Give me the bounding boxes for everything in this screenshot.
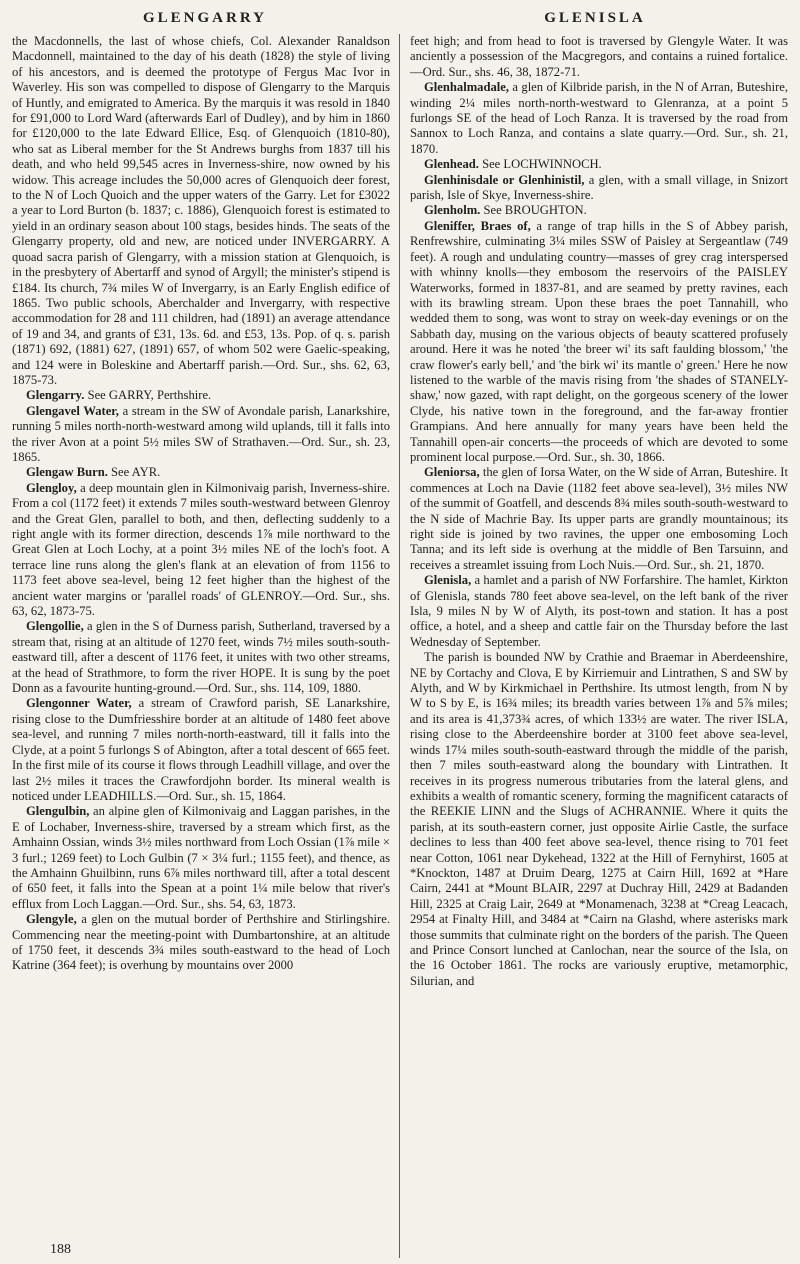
entry-term: Glengloy, [26, 480, 77, 495]
entry-term: Glengyle, [26, 912, 77, 927]
entry-paragraph [12, 34, 390, 388]
entry-term: Glenhinisdale or Glenhinistil, [424, 172, 585, 187]
entry-text: the glen of Iorsa Water, on the W side of Arran, Buteshire. It commences at Loch na Davie (1182 feet above sea-level), 3½ miles NW of the summit of Goatfell, and descends 8¾ miles south-south-westward to the N side of Machrie Bay. Its upper parts are grandly mountainous; its right side is joined by two ravines, the upper one embosoming Loch Tanna; and its left side is overhung at the middle of Ben Tarsuinn, and receives a streamlet issuing from Loch Nuis.—Ord. Sur., sh. 21, 1870. [410, 465, 788, 572]
entry-text: See AYR. [107, 465, 161, 480]
entry-text: See LOCHWINNOCH. [478, 157, 602, 172]
entry-text: the Macdonnells, the last of whose chiefs, Col. Alexander Ranaldson Macdonnell, maintained to the day of his death (1828) the style of living of his ancestors, and is deemed the prototype of Fergus Mac Ivor in Waverley. His son was compelled to dispose of Glengarry to the Marquis of Huntly, and emigrated to America. By the marquis it was resold in 1840 for £91,000 to Lord Ward (afterwards Earl of Dudley), and by him in 1860 for £120,000 to the late Edward Ellice, Esq. of Glenquoich (1810-80), who sat as Liberal member for the St Andrews burghs from 1837 till his death, and who held 99,545 acres in Inverness-shire, now owned by his widow. This acreage includes the 50,000 acres of Glenquoich deer forest, to the N of Loch Quoich and the upper waters of the Garry. Let for £3022 a year to Lord Burton (b. 1837; c. 1886), Glenquoich forest is estimated to yield in an ordinary season about 100 stags, besides hinds. The seats of the Glengarry property, old and new, are noticed under INVERGARRY. A quoad sacra parish of Glengarry, with a mission station at Glenquoich, is in the presbytery of Abertarff and synod of Argyll; the minister's stipend is £184. Its church, 7¾ miles W of Invergarry, is an Early English edifice of 1865. Two public schools, Aberchalder and Invergarry, with respective accommodation for 28 and 111 children, had (1891) an average attendance of 19 and 34, and grants of £31, 13s. 6d. and £53, 13s. Pop. of q. s. parish (1871) 692, (1881) 627, (1891) 657, of whom 502 were Gaelic-speaking, and 124 were in Boleskine and Abertarff parish.—Ord. Sur., shs. 62, 63, 1875-73. [12, 34, 390, 387]
entry-text: a glen on the mutual border of Perthshire and Stirlingshire. Commencing near the meeting-point with Dumbartonshire, at an altitude of 1750 feet, it descends 3¾ miles south-eastward to the head of Loch Katrine (364 feet); is overhung by mountains over 2000 [12, 912, 390, 973]
entry-term: Glenhead. [424, 157, 479, 172]
entry-text: a stream of Crawford parish, SE Lanarkshire, rising close to the Dumfriesshire border at an altitude of 1480 feet above sea-level, and running 7 miles north-north-eastward, till it falls into the Clyde, at a point 5 furlongs S of Abington, after a total descent of 665 feet. In the first mile of its course it flows through Leadhill village, and over the last 2½ miles it traces the Crawfordjohn border. Its mineral wealth is noticed under LEADHILLS.—Ord. Sur., sh. 15, 1864. [12, 696, 390, 803]
entry-term: Glengollie, [26, 619, 84, 634]
entry-paragraph [12, 619, 390, 696]
entry-text: a glen, with a small village, in Snizort parish, Isle of Skye, Inverness-shire. [410, 172, 788, 203]
entry-paragraph [12, 804, 390, 912]
entry-text: a glen in the S of Durness parish, Sutherland, traversed by a stream that, rising at an altitude of 1270 feet, winds 7½ miles south-south-eastward till, after a descent of 1176 feet, it unites with two other streams, at the head of Strathmore, to form the river HOPE. It is sung by the poet Donn as a favourite hunting-ground.—Ord. Sur., shs. 114, 109, 1880. [12, 619, 390, 696]
entry-term: Glengaw Burn. [26, 465, 108, 480]
entry-paragraph [410, 34, 788, 80]
entry-paragraph [410, 203, 788, 218]
page-number: 188 [50, 1242, 71, 1257]
entry-term: Gleniorsa, [424, 465, 480, 480]
entry-paragraph [410, 650, 788, 989]
entry-paragraph [12, 481, 390, 620]
running-head-right: GLENISLA [544, 10, 646, 26]
entry-text: an alpine glen of Kilmonivaig and Laggan parishes, in the E of Lochaber, Inverness-shire, traversed by a stream which first, as the Amhainn Ossian, winds 3½ miles northward from Loch Ossian (1⅞ mile × 3 furl.; 1269 feet) to Loch Gulbin (7 × 3¼ furl.; 1155 feet), and thence, as the Amhainn Ghuilbinn, runs 6⅞ miles northward till, after a total descent of 650 feet, it falls into the Spean at a point 1¼ mile below that river's efflux from Loch Laggan.—Ord. Sur., shs. 54, 63, 1873. [12, 804, 390, 911]
entry-paragraph [410, 157, 788, 172]
entry-text: See GARRY, Perthshire. [84, 388, 212, 403]
running-heads [10, 6, 790, 34]
entry-text: The parish is bounded NW by Crathie and Braemar in Aberdeenshire, NE by Cortachy and Clova, E by Kirriemuir and Lintrathen, S and SW by Alyth, and W by Kirkmichael in Perthshire. Its utmost length, from N by W to S by E, is 16¾ miles; its breadth varies between 1⅞ and 5⅞ miles; and its area is 41,373¾ acres, of which 133½ are water. The river ISLA, rising close to the Aberdeenshire border at 3100 feet above sea-level, winds 17¼ miles south-south-eastward through the middle of the parish, then 7 miles south-eastward along the boundary with Lintrathen. It receives in its progress numerous tributaries from the lateral glens, and exhibits a wealth of romantic scenery, forming the magnificent cataracts of the REEKIE LINN and the Slugs of ACHRANNIE. Where it quits the parish, at its south-eastern corner, just opposite Airlie Castle, the surface declines to less than 400 feet above sea-level, thence rising to 701 feet near Cotton, 1061 near Dykehead, 1322 at the Hill of Fernyhirst, 1605 at *Knockton, 1487 at Druim Dearg, 1275 at Cairn Hill, 1692 at *Hare Cairn, 2441 at *Mount BLAIR, 2297 at Duchray Hill, 2429 at Badanden Hill, 2325 at Craig Lair, 2649 at *Monamenach, 3238 at *Creag Leacach, 2954 at Finalty Hill, and 3484 at *Cairn na Glashd, where asterisks mark those summits that culminate right on the borders of the parish. The Queen and Prince Consort lunched at Canlochan, near the source of the Isla, on the 16 October 1861. The rocks are variously eruptive, metamorphic, Silurian, and [410, 650, 788, 988]
left-column [10, 34, 399, 1258]
entry-paragraph [12, 404, 390, 466]
entry-text: a range of trap hills in the S of Abbey parish, Renfrewshire, culminating 3¼ miles SSW of Paisley at Sergeantlaw (749 feet). A rough and undulating country—masses of grey crag interspersed with whinny knolls—they embosom the reservoirs of the PAISLEY Waterworks, formed in 1837-81, and are seamed by pretty ravines, each with its brawling stream. Upon these braes the poet Tannahill, who wedded them to song, was wont to stray on week-day evenings or on the Sabbath day, musing on the various objects of beauty scattered profusely around. Here it was he noted 'the breer wi' its saft faulding blossom,' 'the craw flower's early bell,' and 'the birk wi' its mantle o' green.' Here he now listened to the warble of the mavis rising from 'the shades of STANELY-shaw,' now gazed, with rapt delight, on the gorgeous scenery of the lower Clyde, his native town in the foreground, and the far-away frontier Grampians. And here annually for many years have been held the Tannahill open-air concerts—the proceeds of which are devoted to some prominent local purpose.—Ord. Sur., sh. 30, 1866. [410, 218, 789, 464]
entry-paragraph [410, 573, 788, 650]
entry-paragraph [12, 465, 390, 480]
text-columns [10, 34, 790, 1258]
entry-term: Glengulbin, [26, 804, 90, 819]
entry-paragraph [12, 388, 390, 403]
entry-term: Glenisla, [424, 573, 472, 588]
entry-paragraph [12, 912, 390, 974]
entry-paragraph [410, 80, 788, 157]
entry-text: a hamlet and a parish of NW Forfarshire. The hamlet, Kirkton of Glenisla, stands 780 feet above sea-level, on the left bank of the river Isla, 9 miles N by W of Alyth, its post-town and station. It has a post office, a hotel, and a sheep and cattle fair on the Thursday before the last Wednesday of September. [410, 573, 788, 649]
entry-term: Glengarry. [26, 388, 85, 403]
entry-paragraph [410, 465, 788, 573]
entry-text: a deep mountain glen in Kilmonivaig parish, Inverness-shire. From a col (1172 feet) it extends 7 miles south-westward between Glenroy and the Great Glen, parallel to both, and then, deflecting suddenly to a right angle with its former direction, descends 1⅞ mile northward to the Great Glen at Loch Lochy, at a point 3½ miles NE of the loch's foot. A terrace line runs along the glen's flank at an elevation of from 1156 to 1173 feet above sea-level, being 12 feet higher than the highest of the ancient water margins or 'parallel roads' of GLENROY.—Ord. Sur., shs. 63, 62, 1873-75. [12, 480, 390, 619]
entry-text: a glen of Kilbride parish, in the N of Arran, Buteshire, winding 2¼ miles north-north-westward to Glenranza, at a point 5 furlongs SE of the head of Loch Ranza. It is traversed by the road from Sannox to Loch Ranza, and contains a slate quarry.—Ord. Sur., sh. 21, 1870. [410, 80, 788, 156]
entry-text: See BROUGHTON. [480, 203, 587, 218]
entry-term: Gleniffer, Braes of, [424, 218, 531, 233]
running-head-left: GLENGARRY [143, 10, 267, 26]
entry-paragraph [410, 219, 788, 466]
right-column [399, 34, 790, 1258]
entry-term: Glengavel Water, [26, 403, 119, 418]
entry-text: feet high; and from head to foot is traversed by Glengyle Water. It was anciently a possession of the Macgregors, and contains a ruined fortalice.—Ord. Sur., shs. 46, 38, 1872-71. [410, 34, 788, 79]
entry-paragraph [410, 173, 788, 204]
entry-term: Glengonner Water, [26, 696, 132, 711]
entry-text: a stream in the SW of Avondale parish, Lanarkshire, running 5 miles north-north-westward among wild uplands, till it falls into the river Avon at a point 5½ miles SW of Strathaven.—Ord. Sur., sh. 23, 1865. [12, 403, 391, 464]
entry-paragraph [12, 696, 390, 804]
entry-term: Glenholm. [424, 203, 481, 218]
entry-term: Glenhalmadale, [424, 80, 510, 95]
